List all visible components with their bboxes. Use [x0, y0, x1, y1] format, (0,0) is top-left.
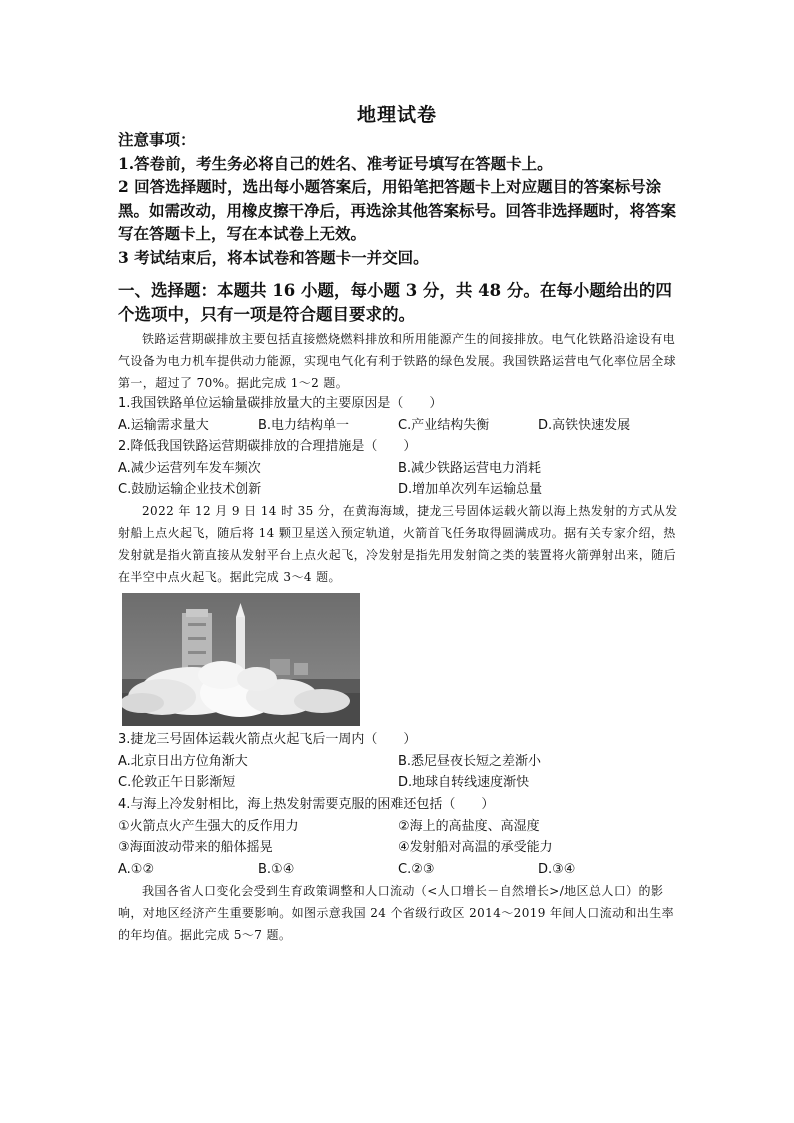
- option-c: C.产业结构失衡: [398, 417, 490, 433]
- statement-3: ③海面波动带来的船体摇晃: [118, 840, 273, 855]
- question-stem: 1.我国铁路单位运输量碳排放量大的主要原因是（ ）: [118, 396, 443, 411]
- option-d: D.高铁快速发展: [538, 417, 631, 433]
- rocket-launch-photo: [122, 593, 360, 726]
- note-item-1: 1.答卷前，考生务必将自己的姓名、准考证号填写在答题卡上。: [118, 153, 553, 173]
- option-row: [118, 772, 678, 794]
- option-row: [118, 458, 678, 480]
- passage-railway: 铁路运营期碳排放主要包括直接燃烧燃料排放和所用能源产生的间接排放。电气化铁路沿途设有电气设备为电力机车提供动力能源，实现电气化有利于铁路的绿色发展。我国铁路运营电气化率位居全球第一，超过了 70%。据此完成 1～2 题。: [118, 332, 677, 390]
- option-a: A.北京日出方位角渐大: [118, 753, 248, 769]
- option-a: A.运输需求量大: [118, 417, 209, 433]
- page-title: 地理试卷: [356, 104, 437, 126]
- option-row: [118, 479, 678, 501]
- statement-row: [118, 837, 678, 859]
- option-c: C.②③: [398, 861, 435, 877]
- option-c: C.鼓励运输企业技术创新: [118, 482, 262, 497]
- notes-heading: 注意事项：: [118, 130, 196, 149]
- option-a: A.减少运营列车发车频次: [118, 460, 261, 476]
- statement-4: ④发射船对高温的承受能力: [398, 840, 553, 855]
- option-row: [118, 859, 678, 881]
- option-b: B.悉尼昼夜长短之差渐小: [398, 753, 542, 769]
- notes-block: [118, 128, 678, 269]
- option-b: B.电力结构单一: [258, 417, 350, 433]
- section-heading: 一、选择题：本题共 16 小题，每小题 3 分，共 48 分。在每小题给出的四个选项中，只有一项是符合题目要求的。: [118, 281, 672, 324]
- note-item-3: 3 考试结束后，将本试卷和答题卡一并交回。: [118, 247, 429, 267]
- note-item-2: 2 回答选择题时，选出每小题答案后，用铅笔把答题卡上对应题目的答案标号涂黑。如需改动，用橡皮擦干净后，再选涂其他答案标号。回答非选择题时，将答案写在答题卡上，写在本试卷上无效。: [118, 177, 677, 243]
- question-stem: 2.降低我国铁路运营期碳排放的合理措施是（ ）: [118, 439, 417, 454]
- passage-rocket: 2022 年 12 月 9 日 14 时 35 分，在黄海海域，捷龙三号固体运载火箭以海上热发射的方式从发射船上点火起飞，随后将 14 颗卫星送入预定轨道，火箭首飞任务取得圆满成功。据有关专家介绍，热发射就是指火箭直接从发射平台上点火起飞，冷发射是指先用发射筒之类的装置将火箭弹射出来，随后在半空中点火起飞。据此完成 3～4 题。: [118, 504, 678, 584]
- passage-population: 我国各省人口变化会受到生育政策调整和人口流动（<人口增长－自然增长>/地区总人口）的影响，对地区经济产生重要影响。如图示意我国 24 个省级行政区 2014～2019 年间人口流动和出生率的年均值。据此完成 5～7 题。: [118, 884, 675, 942]
- statement-row: [118, 816, 678, 838]
- question-stem: 3.捷龙三号固体运载火箭点火起飞后一周内（ ）: [118, 732, 417, 747]
- option-row: [118, 415, 678, 437]
- option-a: A.①②: [118, 861, 155, 877]
- option-d: D.地球自转线速度渐快: [398, 775, 530, 790]
- option-b: B.①④: [258, 861, 295, 877]
- question-1: [118, 393, 678, 501]
- option-d: D.增加单次列车运输总量: [398, 482, 543, 497]
- question-3: [118, 729, 678, 794]
- statement-2: ②海上的高盐度、高湿度: [398, 818, 540, 834]
- option-d: D.③④: [538, 861, 576, 877]
- option-row: [118, 751, 678, 773]
- statement-1: ①火箭点火产生强大的反作用力: [118, 818, 299, 834]
- option-c: C.伦敦正午日影渐短: [118, 775, 236, 790]
- rocket-launch-image: [122, 593, 360, 726]
- option-b: B.减少铁路运营电力消耗: [398, 460, 542, 476]
- question-4: [118, 794, 678, 880]
- question-stem: 4.与海上冷发射相比，海上热发射需要克服的困难还包括（ ）: [118, 797, 495, 812]
